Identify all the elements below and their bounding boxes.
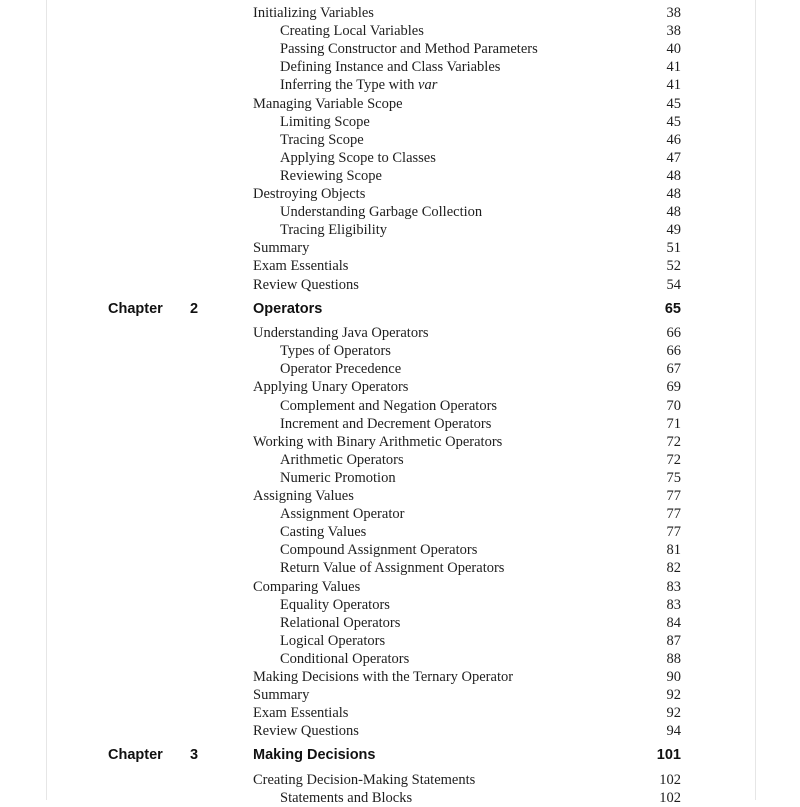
toc-subentry[interactable] <box>253 632 681 650</box>
toc-entry-title <box>253 650 409 668</box>
toc-page-number: 54 <box>666 276 681 293</box>
toc-entry-title-text: Understanding Java Operators <box>253 325 429 342</box>
toc-entry-title <box>253 487 354 505</box>
toc-entry-title-text: Summary <box>253 687 310 704</box>
toc-subentry[interactable] <box>253 76 681 94</box>
toc-page-number: 47 <box>666 149 681 166</box>
toc-entry-title-text: Types of Operators <box>280 343 391 360</box>
toc-page-number: 41 <box>666 59 681 76</box>
toc-subentry[interactable] <box>253 113 681 131</box>
toc-entry-title-text: Defining Instance and Class Variables <box>280 59 501 76</box>
toc-subentry[interactable] <box>253 203 681 221</box>
toc-page-number: 82 <box>666 560 681 577</box>
toc-entry[interactable] <box>253 704 681 722</box>
toc-entry-title-text: Complement and Negation Operators <box>280 397 498 414</box>
toc-entry-title <box>253 58 500 76</box>
toc-entry-title-keyword: var <box>418 77 438 94</box>
toc-page-number: 84 <box>666 614 681 631</box>
toc-entry[interactable] <box>253 276 681 294</box>
toc-entry-title-text: Creating Local Variables <box>280 23 424 40</box>
toc-entry-title <box>253 185 365 203</box>
toc-page-number: 88 <box>666 650 681 667</box>
toc-page-number: 41 <box>666 77 681 94</box>
toc-entry[interactable] <box>253 668 681 686</box>
chapter-number: 2 <box>190 300 199 317</box>
toc-subentry[interactable] <box>253 22 681 40</box>
toc-entry-title-text: Relational Operators <box>280 614 401 631</box>
toc-entry-title <box>253 95 403 113</box>
toc-entry-title <box>253 378 408 396</box>
toc-entry[interactable] <box>253 578 681 596</box>
toc-entry[interactable] <box>253 239 681 257</box>
toc-entry-title <box>253 559 504 577</box>
toc-entry-title <box>253 614 400 632</box>
toc-entry-title-text: Limiting Scope <box>280 113 370 130</box>
toc-page-number: 48 <box>666 167 681 184</box>
toc-entry-title <box>253 324 429 342</box>
toc-page-number: 46 <box>666 131 681 148</box>
toc-entry-title <box>253 686 309 704</box>
toc-entry-title-text: Understanding Garbage Collection <box>280 204 483 221</box>
toc-page-number: 48 <box>666 186 681 202</box>
toc-subentry[interactable] <box>253 451 681 469</box>
toc-page-number: 77 <box>666 506 681 523</box>
toc-subentry[interactable] <box>253 650 681 668</box>
toc-subentry[interactable] <box>253 505 681 523</box>
toc-entry-title-text: Initializing Variables <box>253 5 374 21</box>
toc-page-number: 51 <box>666 240 681 257</box>
toc-subentry[interactable] <box>253 167 681 185</box>
toc-entry-title <box>253 360 401 378</box>
toc-entry-title-text: Logical Operators <box>280 632 386 649</box>
toc-page-number: 69 <box>666 379 681 396</box>
toc-entry[interactable] <box>253 433 681 451</box>
toc-entry-title-text: Creating Decision-Making Statements <box>253 771 476 788</box>
toc-entry[interactable] <box>253 771 681 789</box>
toc-entry-title-text: Review Questions <box>253 723 359 740</box>
toc-subentry[interactable] <box>253 397 681 415</box>
toc-entry-title-text: Managing Variable Scope <box>253 95 403 112</box>
chapter-page-number: 101 <box>656 747 681 764</box>
toc-page-number: 38 <box>666 5 681 21</box>
toc-entry-title-text: Conditional Operators <box>280 650 410 667</box>
toc-entry-title <box>253 22 424 40</box>
toc-page-number: 72 <box>666 451 681 468</box>
chapter-title: Operators <box>253 300 323 317</box>
toc-entry-title-text: Return Value of Assignment Operators <box>280 560 505 577</box>
toc-entry-title-text: Operator Precedence <box>280 361 402 378</box>
chapter-number: 3 <box>190 747 199 764</box>
chapter-heading[interactable] <box>108 299 681 319</box>
toc-page-number: 102 <box>659 790 681 806</box>
toc-entry-title <box>253 789 412 807</box>
toc-page-number: 66 <box>666 325 681 342</box>
toc-entry-title-text: Equality Operators <box>280 596 390 613</box>
toc-subentry[interactable] <box>253 596 681 614</box>
toc-page-number: 49 <box>666 222 681 239</box>
toc-entry-title <box>253 433 502 451</box>
toc-entry-title <box>253 76 437 94</box>
toc-entry-title-text: Reviewing Scope <box>280 167 382 184</box>
toc-page-number: 94 <box>666 723 681 740</box>
toc-subentry[interactable] <box>253 58 681 76</box>
toc-subentry[interactable] <box>253 131 681 149</box>
toc-subentry[interactable] <box>253 523 681 541</box>
toc-page-number: 66 <box>666 343 681 360</box>
toc-entry-title <box>253 523 366 541</box>
toc-page-number: 40 <box>666 41 681 58</box>
toc-page-number: 81 <box>666 542 681 559</box>
toc-entry-title <box>253 632 385 650</box>
toc-page-number: 72 <box>666 433 681 450</box>
toc-entry-title-text: Review Questions <box>253 276 359 293</box>
toc-page-number: 102 <box>659 771 681 788</box>
toc-subentry[interactable] <box>253 614 681 632</box>
toc-entry[interactable] <box>253 95 681 113</box>
toc-entry-title <box>253 4 374 22</box>
toc-page-number: 48 <box>666 204 681 221</box>
toc-entry-title <box>253 131 364 149</box>
toc-entry-title-text: Summary <box>253 240 310 257</box>
toc-page-number: 52 <box>666 258 681 275</box>
toc-entry[interactable] <box>253 378 681 396</box>
toc-entry-title <box>253 451 404 469</box>
toc-entry[interactable] <box>253 324 681 342</box>
toc-page-number: 92 <box>666 687 681 704</box>
toc-entry[interactable] <box>253 185 681 203</box>
toc-entry-title-text: Exam Essentials <box>253 705 349 722</box>
toc-entry-title <box>253 167 382 185</box>
toc-entry[interactable] <box>253 686 681 704</box>
toc-entry-title-text: Compound Assignment Operators <box>280 542 478 559</box>
toc-entry-title-text: Inferring the Type with <box>280 77 415 94</box>
toc-entry-title-text: Applying Scope to Classes <box>280 149 436 166</box>
toc-entry-title-text: Comparing Values <box>253 578 361 595</box>
toc-entry-title-text: Tracing Scope <box>280 131 364 148</box>
toc-entry-title <box>253 40 538 58</box>
chapter-label: Chapter <box>108 747 163 764</box>
toc-entry-title <box>253 257 348 275</box>
toc-entry-title <box>253 722 359 740</box>
toc-entry-title <box>253 149 436 167</box>
toc-page-number: 45 <box>666 95 681 112</box>
toc-page-number: 70 <box>666 397 681 414</box>
toc-entry[interactable] <box>253 722 681 740</box>
toc-entry-title-text: Casting Values <box>280 524 367 541</box>
toc-entry-title-text: Exam Essentials <box>253 258 349 275</box>
toc-page-number: 77 <box>666 524 681 541</box>
toc-entry-title <box>253 397 497 415</box>
toc-entry-title-text: Assigning Values <box>253 488 354 504</box>
toc-subentry[interactable] <box>253 221 681 239</box>
toc-subentry[interactable] <box>253 342 681 360</box>
toc-entry-title-text: Passing Constructor and Method Parameters <box>280 41 538 58</box>
toc-entry-title <box>253 113 370 131</box>
toc-entry-title-text: Assignment Operator <box>280 506 405 523</box>
toc-entry-title <box>253 239 309 257</box>
toc-subentry[interactable] <box>253 360 681 378</box>
toc-page-number: 83 <box>666 578 681 595</box>
toc-entry-title-text: Increment and Decrement Operators <box>280 415 492 432</box>
toc-page-number: 90 <box>666 669 681 685</box>
toc-entry-title-text: Working with Binary Arithmetic Operators <box>253 433 503 450</box>
toc-entry-title-text: Making Decisions with the Ternary Operator <box>253 669 514 685</box>
toc-page-number: 92 <box>666 705 681 722</box>
toc-entry-title-text: Arithmetic Operators <box>280 451 404 468</box>
toc-entry-title-text: Applying Unary Operators <box>253 379 409 396</box>
toc-entry-title <box>253 342 391 360</box>
toc-entry-title <box>253 578 360 596</box>
toc-entry[interactable] <box>253 4 681 22</box>
toc-entry[interactable] <box>253 487 681 505</box>
chapter-page-number: 65 <box>664 300 681 317</box>
toc-subentry[interactable] <box>253 789 681 807</box>
toc-subentry[interactable] <box>253 559 681 577</box>
toc-page-number: 83 <box>666 596 681 613</box>
toc-entry-title <box>253 415 491 433</box>
toc-subentry[interactable] <box>253 40 681 58</box>
chapter-label: Chapter <box>108 300 163 317</box>
toc-entry-title <box>253 505 404 523</box>
toc-entry-title-text: Statements and Blocks <box>280 790 413 806</box>
toc-subentry[interactable] <box>253 149 681 167</box>
chapter-heading[interactable] <box>108 745 681 765</box>
toc-entry-title <box>253 541 477 559</box>
toc-entry-title <box>253 668 513 686</box>
toc-subentry[interactable] <box>253 541 681 559</box>
toc-page-number: 38 <box>666 23 681 40</box>
chapter-title: Making Decisions <box>253 747 376 764</box>
toc-page-number: 77 <box>666 488 681 504</box>
toc-subentry[interactable] <box>253 469 681 487</box>
toc-page-number: 75 <box>666 469 681 486</box>
toc-entry-title <box>253 704 348 722</box>
toc-entry-title-text: Destroying Objects <box>253 186 366 202</box>
toc-entry-title <box>253 221 387 239</box>
toc-subentry[interactable] <box>253 415 681 433</box>
toc-page-number: 71 <box>666 415 681 432</box>
toc-entry-title <box>253 276 359 294</box>
toc-entry-title-text: Numeric Promotion <box>280 469 396 486</box>
toc-entry-title <box>253 771 475 789</box>
toc-page-number: 45 <box>666 113 681 130</box>
toc-entry-title <box>253 596 390 614</box>
toc-entry-title <box>253 203 482 221</box>
toc-entry-title-text: Tracing Eligibility <box>280 222 388 239</box>
toc-page-number: 67 <box>666 361 681 378</box>
toc-entry-title <box>253 469 396 487</box>
toc-entry[interactable] <box>253 257 681 275</box>
toc-page-number: 87 <box>666 632 681 649</box>
